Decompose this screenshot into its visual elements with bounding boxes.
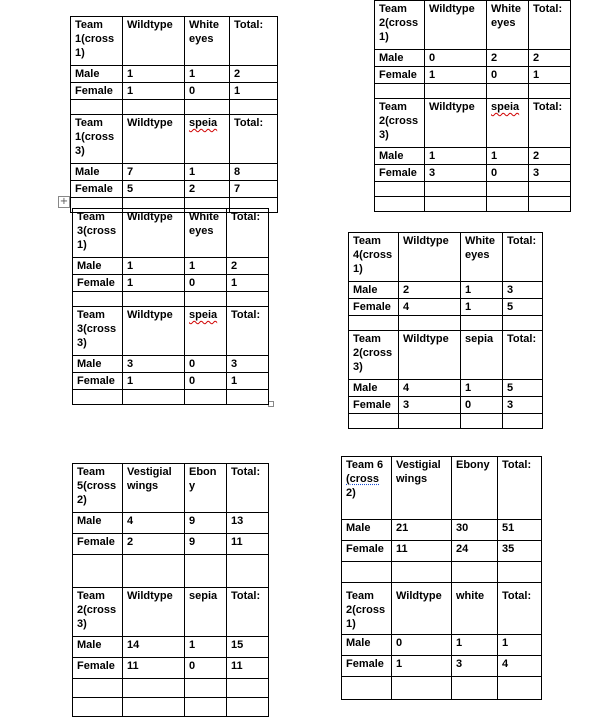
table-row [71,181,278,198]
cell: Total: [227,209,269,258]
empty-row [73,292,269,307]
cell: 1 [487,148,529,165]
table-row [73,356,269,373]
cell [529,182,571,197]
team6-table [341,456,542,700]
cell [342,677,392,700]
table-row [342,656,542,677]
cell [185,679,227,698]
cell: Team 3(cross 1) [73,209,123,258]
cell: Male [73,513,123,534]
cell: white [452,583,498,635]
cell [503,316,543,331]
table-row [375,50,571,67]
table-row [73,513,269,534]
table-row [349,282,543,299]
cell [399,316,461,331]
cell: 35 [498,541,542,562]
cell [529,197,571,212]
cell: 1 [185,164,230,181]
cell: 1 [185,637,227,658]
cell [349,316,399,331]
cell: 2 [185,181,230,198]
cell: Team 1(cross 3) [71,115,123,164]
cell: Team 2(cross 1) [342,583,392,635]
cell: Team 3(cross 3) [73,307,123,356]
cell [185,390,227,405]
cell: Wildtype [123,17,185,66]
cell: Male [342,520,392,541]
header-row [342,583,542,635]
cell [73,698,123,717]
cell: Vestigial wings [392,457,452,520]
cell: 1 [392,656,452,677]
cell: 3 [529,165,571,182]
cell: 15 [227,637,269,658]
header-row [349,331,543,380]
cell: 5 [123,181,185,198]
cell [461,414,503,429]
cell [342,562,392,583]
cell: Total: [529,99,571,148]
cell [392,562,452,583]
header-row [375,99,571,148]
cell: Female [349,397,399,414]
cell: 3 [425,165,487,182]
cell: 8 [230,164,278,181]
cell: 0 [487,165,529,182]
table-row [342,541,542,562]
cell: 1 [425,148,487,165]
cell: 7 [230,181,278,198]
cell: 3 [399,397,461,414]
cell: 7 [123,164,185,181]
cell [349,414,399,429]
cell: Total: [503,233,543,282]
cell: Male [73,258,123,275]
cell: 11 [392,541,452,562]
cell: 5 [503,299,543,316]
cell: 1 [452,635,498,656]
header-row [342,457,542,520]
empty-row [349,414,543,429]
cell: Male [349,380,399,397]
header-row [71,17,278,66]
table-move-handle-icon[interactable]: + [59,196,69,207]
cell [529,84,571,99]
cell: 1 [498,635,542,656]
cell [487,84,529,99]
cell: Wildtype [399,233,461,282]
cell [375,84,425,99]
cell: Female [71,83,123,100]
header-row [349,233,543,282]
cell: 11 [227,658,269,679]
cell [73,679,123,698]
cell: Team 4(cross 1) [349,233,399,282]
cell: 2 [529,148,571,165]
empty-row [73,555,269,588]
header-row [73,588,269,637]
team1-table [70,16,278,213]
cell: 0 [185,356,227,373]
cell: Wildtype [392,583,452,635]
cell: Female [71,181,123,198]
header-row [71,115,278,164]
cell: Wildtype [425,1,487,50]
table-row [375,148,571,165]
empty-row [73,679,269,698]
cell: Total: [529,1,571,50]
cell [498,677,542,700]
cell [425,197,487,212]
cell: Total: [498,583,542,635]
cell: Wildtype [123,307,185,356]
cell [452,562,498,583]
cell: 0 [392,635,452,656]
header-row [375,1,571,50]
cell: 3 [503,282,543,299]
cell: 13 [227,513,269,534]
cell: Ebony [452,457,498,520]
team4-table [348,232,543,429]
cell [227,292,269,307]
cell [498,562,542,583]
cell [73,555,123,588]
cell [185,307,227,356]
empty-row [375,197,571,212]
cell: 3 [227,356,269,373]
cell: Team 1(cross 1) [71,17,123,66]
cell: Team 2(cross 3) [375,99,425,148]
cell [503,414,543,429]
cell: Male [375,148,425,165]
cross-label: (cross [346,473,380,485]
empty-row [73,390,269,405]
cell: Total: [498,457,542,520]
cell: 1 [461,299,503,316]
cell [123,100,185,115]
cell: 14 [123,637,185,658]
cell: 1 [123,83,185,100]
cell: Male [71,164,123,181]
cell: 4 [399,299,461,316]
cell: 2 [123,534,185,555]
cell-text: Team 6 [346,459,384,471]
cell: Male [349,282,399,299]
cell: 1 [461,282,503,299]
empty-row [375,182,571,197]
team5-table [72,463,269,717]
cell: 0 [487,67,529,84]
cell: Male [71,66,123,83]
cell: Total: [503,331,543,380]
header-row [73,209,269,258]
table-row [349,397,543,414]
cell: 21 [392,520,452,541]
cell: 0 [185,275,227,292]
cell: Total: [230,17,278,66]
cell: Wildtype [425,99,487,148]
cell: 11 [227,534,269,555]
cell: Team 2(cross 3) [73,588,123,637]
cell: Female [73,658,123,679]
team2-table [374,0,571,212]
cell [487,182,529,197]
table-row [71,164,278,181]
cell: Female [73,373,123,390]
cell [227,698,269,717]
cell: 0 [185,83,230,100]
cell: 0 [185,373,227,390]
cell: Team 2(cross 3) [349,331,399,380]
cell: Team 2(cross 1) [375,1,425,50]
cell [342,457,392,520]
header-row [73,464,269,513]
table-row [73,637,269,658]
table-row [73,373,269,390]
header-row [73,307,269,356]
cell: Team 5(cross 2) [73,464,123,513]
cell [185,555,227,588]
cell: Total: [230,115,278,164]
cell [123,292,185,307]
cell: White eyes [461,233,503,282]
cell: Female [342,656,392,677]
cell: 0 [185,658,227,679]
cell: Female [342,541,392,562]
table-row [73,275,269,292]
cell: 9 [185,513,227,534]
cell: Wildtype [123,115,185,164]
cell [73,390,123,405]
cell [123,698,185,717]
cell: 0 [425,50,487,67]
cell: 51 [498,520,542,541]
cell [375,182,425,197]
cell: 3 [123,356,185,373]
cell [227,555,269,588]
cell: 9 [185,534,227,555]
cell: Total: [227,464,269,513]
cell: Ebony [185,464,227,513]
cell [452,677,498,700]
cell: sepia [185,588,227,637]
cell [185,292,227,307]
spelling-flag: speia [491,101,520,113]
cell [461,316,503,331]
cell [425,84,487,99]
cell: Wildtype [399,331,461,380]
cell: 0 [461,397,503,414]
cell [487,197,529,212]
cell [185,100,230,115]
table-row [71,66,278,83]
cell: 1 [227,275,269,292]
cell: 2 [529,50,571,67]
cell: Vestigial wings [123,464,185,513]
cell: 1 [123,275,185,292]
cell: Male [342,635,392,656]
table-row [349,299,543,316]
team3-table [72,208,269,405]
cell [487,99,529,148]
cell [425,182,487,197]
table-row [73,658,269,679]
cell: 30 [452,520,498,541]
spelling-flag: speia [189,117,218,129]
cell: 1 [123,66,185,83]
empty-row [342,562,542,583]
cell: 1 [425,67,487,84]
spelling-flag: speia [189,309,218,321]
cell: Female [375,165,425,182]
cell: 4 [123,513,185,534]
cell: White eyes [185,209,227,258]
cell: 2 [230,66,278,83]
empty-row [73,698,269,717]
cell [73,292,123,307]
table-row [349,380,543,397]
cell: 2 [487,50,529,67]
cell [123,679,185,698]
cell: 2 [227,258,269,275]
cell: Male [73,637,123,658]
cell: 24 [452,541,498,562]
cell: Male [73,356,123,373]
cell: Female [349,299,399,316]
cell: 1 [123,258,185,275]
cell [185,698,227,717]
empty-row [342,677,542,700]
cell: 5 [503,380,543,397]
cell [375,197,425,212]
table-row [73,534,269,555]
cell: Female [73,275,123,292]
cell [71,100,123,115]
cell: 1 [230,83,278,100]
cell: 11 [123,658,185,679]
cell [227,679,269,698]
cell: Female [375,67,425,84]
cell: 1 [185,66,230,83]
cell: White eyes [185,17,230,66]
cell: Wildtype [123,209,185,258]
table-row [342,520,542,541]
cell: 1 [227,373,269,390]
table-row [375,165,571,182]
cell: Male [375,50,425,67]
cell: Total: [227,588,269,637]
cell [230,100,278,115]
cell-text: 2) [346,487,356,499]
table-row [342,635,542,656]
cell [123,555,185,588]
table-row [375,67,571,84]
cell: 1 [461,380,503,397]
cell: sepia [461,331,503,380]
cell: 3 [452,656,498,677]
cell: 1 [185,258,227,275]
cell: White eyes [487,1,529,50]
cell: 4 [498,656,542,677]
cell: Total: [227,307,269,356]
empty-row [71,100,278,115]
cell: Female [73,534,123,555]
cell: 3 [503,397,543,414]
empty-row [349,316,543,331]
cell: Wildtype [123,588,185,637]
cell [185,115,230,164]
empty-row [375,84,571,99]
cell [399,414,461,429]
cell [392,677,452,700]
table-row [71,83,278,100]
cell: 4 [399,380,461,397]
table-row [73,258,269,275]
cell: 1 [529,67,571,84]
cell: 1 [123,373,185,390]
cell: 2 [399,282,461,299]
cell [123,390,185,405]
cell [227,390,269,405]
